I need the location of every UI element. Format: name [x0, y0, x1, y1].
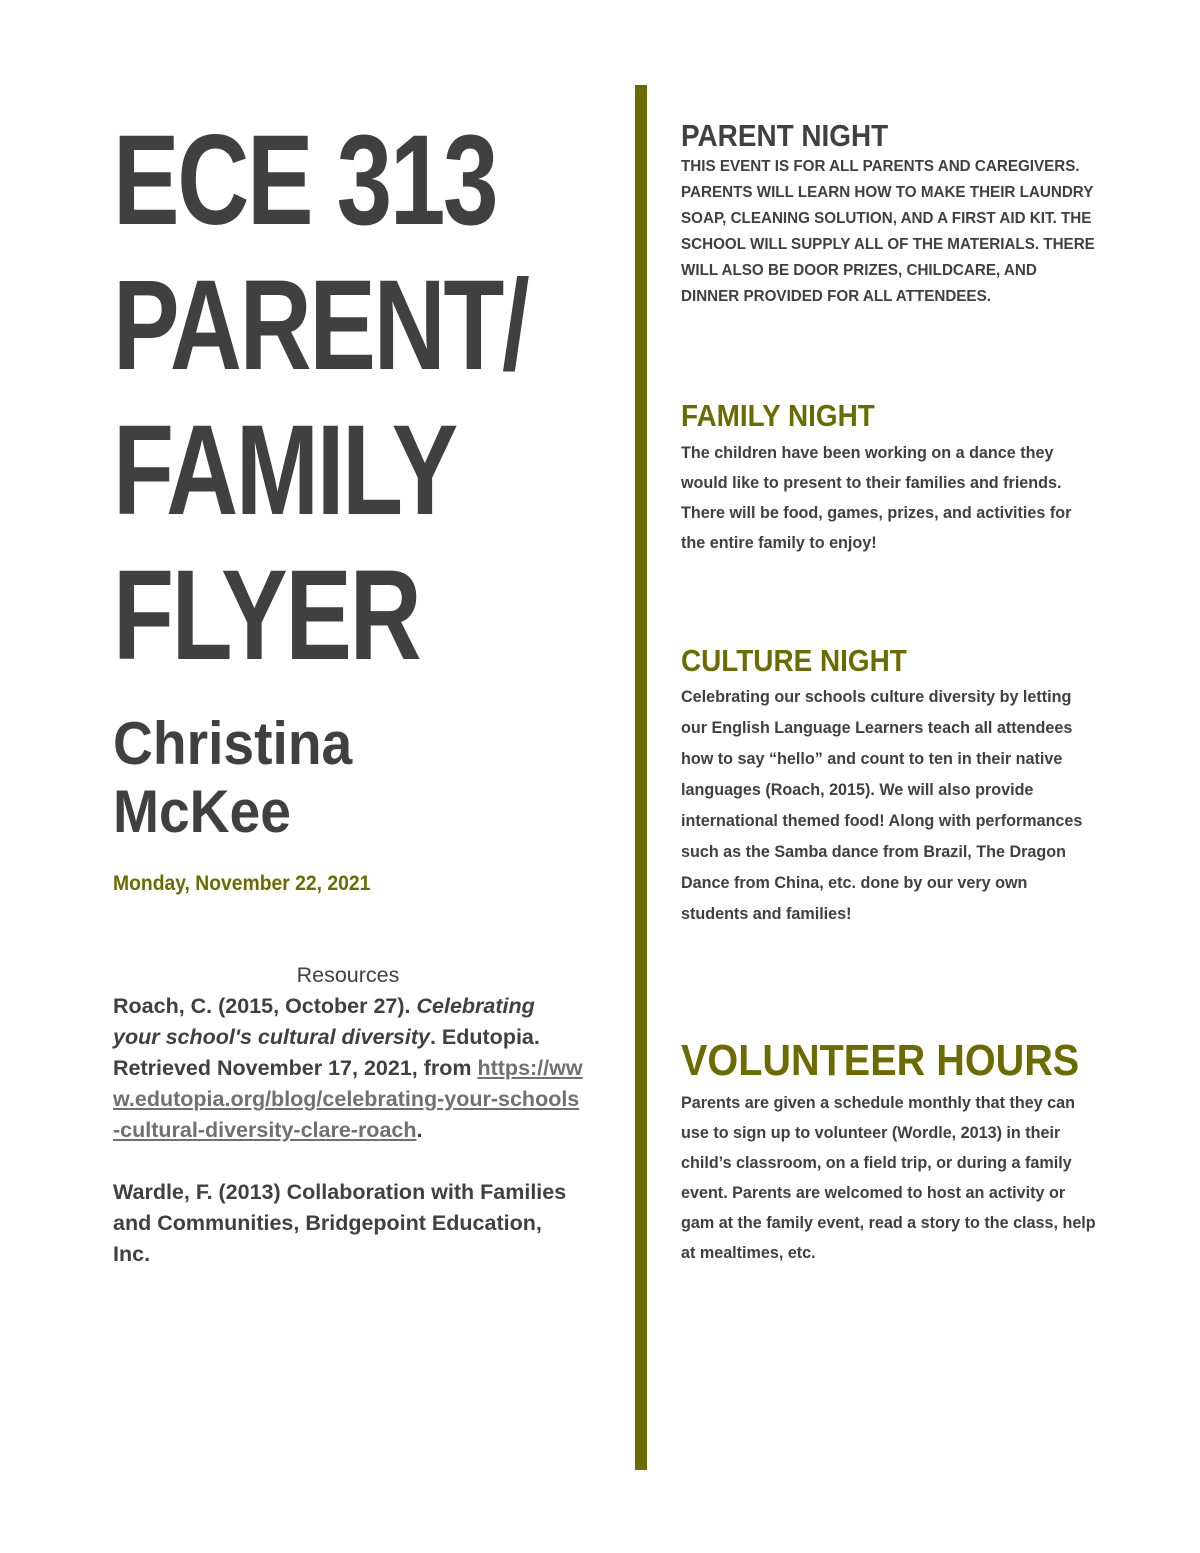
family-night-section: [681, 398, 1101, 558]
author-last-name: McKee: [113, 778, 291, 845]
reference-wardle: Wardle, F. (2013) Collaboration with Families and Communities, Bridgepoint Education, Inc.: [113, 1180, 567, 1266]
title-line-2: PARENT/: [113, 254, 528, 397]
volunteer-hours-section: [681, 1036, 1101, 1268]
flyer-title: [113, 108, 528, 688]
parent-night-section: [681, 118, 1101, 310]
reference-roach-title: Celebrating your school's cultural diversity: [113, 994, 535, 1049]
reference-roach-link[interactable]: https://www.edutopia.org/blog/celebrating-your-schools-cultural-diversity-clare-roach: [113, 1056, 583, 1142]
culture-night-text: Celebrating our schools culture diversity by letting our English Language Learners teach all attendees how to say “hello” and count to ten in their native languages (Roach, 2015). We will also provide international themed food! Along with performances such as the Samba dance from Brazil, The Dragon Dance from China, etc. done by our very own students and families!: [681, 687, 1083, 923]
volunteer-hours-text: Parents are given a schedule monthly that they can use to sign up to volunteer (Wordle, 2013) in their child’s classroom, on a field trip, or during a family event. Parents are welcomed to host an activity or gam at the family event, read a story to the class, help at mealtimes, etc.: [681, 1093, 1096, 1262]
title-line-4: FLYER: [113, 544, 420, 687]
reference-roach-source: . Edutopia. Retrieved November 17, 2021, from: [113, 1025, 540, 1080]
family-night-heading: FAMILY NIGHT: [681, 398, 875, 433]
culture-night-section: [681, 643, 1101, 929]
title-block: [113, 108, 583, 688]
parent-night-heading: PARENT NIGHT: [681, 118, 889, 153]
vertical-divider: [635, 85, 647, 1470]
resources-heading: Resources: [296, 963, 400, 987]
author-name: [113, 710, 352, 846]
culture-night-heading: CULTURE NIGHT: [681, 643, 907, 678]
flyer-date: Monday, November 22, 2021: [113, 872, 371, 895]
reference-roach: [113, 991, 583, 1146]
reference-roach-authors: Roach, C. (2015, October 27).: [113, 994, 417, 1018]
author-first-name: Christina: [113, 710, 353, 777]
resources-section: [113, 960, 583, 1270]
reference-roach-end: .: [416, 1118, 423, 1142]
parent-night-text: THIS EVENT IS FOR ALL PARENTS AND CAREGIVERS. PARENTS WILL LEARN HOW TO MAKE THEIR LAUNDRY SOAP, CLEANING SOLUTION, AND A FIRST AID KIT. THE SCHOOL WILL SUPPLY ALL OF THE MATERIALS. THERE WILL ALSO BE DOOR PRIZES, CHILDCARE, AND DINNER PROVIDED FOR ALL ATTENDEES.: [681, 158, 1095, 305]
title-line-3: FAMILY: [113, 399, 456, 542]
title-line-1: ECE 313: [113, 109, 497, 252]
family-night-text: The children have been working on a dance they would like to present to their families and friends. There will be food, games, prizes, and activities for the entire family to enjoy!: [681, 443, 1072, 552]
volunteer-hours-heading: VOLUNTEER HOURS: [681, 1036, 1080, 1085]
